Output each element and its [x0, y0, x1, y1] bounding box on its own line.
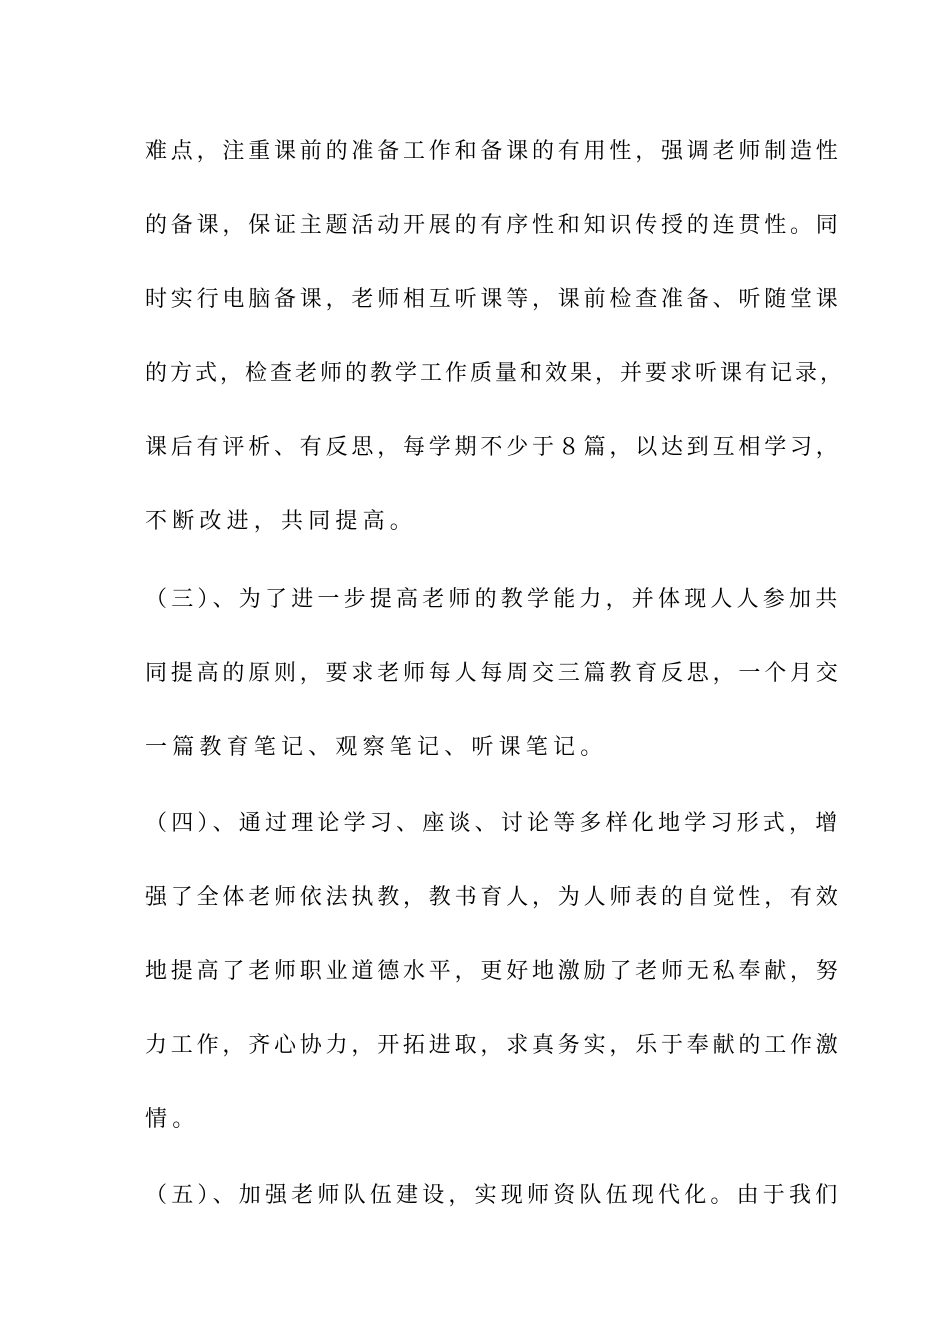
text-line: 的方式，检查老师的教学工作质量和效果，并要求听课有记录，	[145, 361, 846, 386]
section-heading-line: （四）、通过理论学习、座谈、讨论等多样化地学习形式，增	[145, 811, 842, 836]
text-line: 地提高了老师职业道德水平，更好地激励了老师无私奉献，努	[145, 959, 842, 984]
text-line: 同提高的原则，要求老师每人每周交三篇教育反思，一个月交	[145, 661, 842, 686]
text-line: 时实行电脑备课，老师相互听课等，课前检查准备、听随堂课	[145, 287, 842, 312]
text-line: 难点，注重课前的准备工作和备课的有用性，强调老师制造性	[145, 139, 842, 164]
text-line: 课后有评析、有反思，每学期不少于８篇，以达到互相学习，	[145, 435, 842, 460]
text-line: 的备课，保证主题活动开展的有序性和知识传授的连贯性。同	[145, 213, 842, 238]
section-heading-line: （五）、加强老师队伍建设，实现师资队伍现代化。由于我们	[145, 1183, 842, 1208]
text-line: 一篇教育笔记、观察笔记、听课笔记。	[145, 735, 608, 760]
text-line: 情。	[145, 1107, 200, 1132]
text-line: 强了全体老师依法执教，教书育人，为人师表的自觉性，有效	[145, 885, 842, 910]
text-line: 不断改进，共同提高。	[145, 509, 418, 534]
section-heading-line: （三）、为了进一步提高老师的教学能力，并体现人人参加共	[145, 587, 842, 612]
text-line: 力工作，齐心协力，开拓进取，求真务实，乐于奉献的工作激	[145, 1033, 842, 1058]
